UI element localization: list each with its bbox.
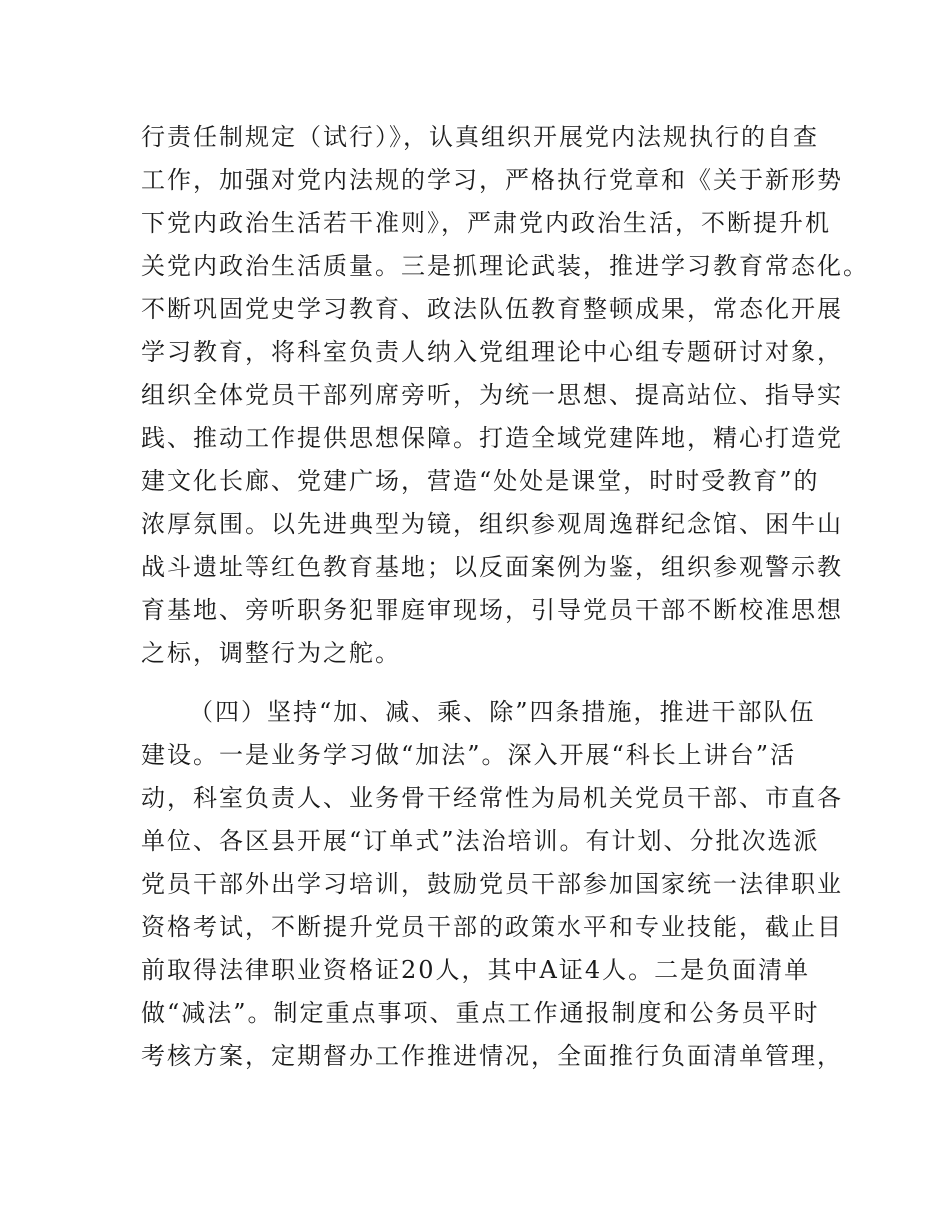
paragraph-line: 组织全体党员干部列席旁听，为统一思想、提高站位、指导实 <box>141 381 843 409</box>
paragraph-line: 单位、各区县开展“订单式”法治培训。有计划、分批次选派 <box>141 827 820 855</box>
paragraph-line: 考核方案，定期督办工作推进情况，全面推行负面清单管理， <box>141 1042 843 1070</box>
paragraph-line: 学习教育，将科室负责人纳入党组理论中心组专题研讨对象， <box>141 338 843 366</box>
paragraph-line: 建文化长廊、党建广场，营造“处处是课堂，时时受教育”的 <box>141 467 820 495</box>
paragraph-line: 下党内政治生活若干准则》，严肃党内政治生活，不断提升机 <box>141 209 831 237</box>
paragraph-line: 建设。一是业务学习做“加法”。深入开展“科长上讲台”活 <box>141 741 797 769</box>
paragraph-line: 前取得法律职业资格证20人，其中A证4人。二是负面清单 <box>141 956 811 984</box>
paragraph-line: 践、推动工作提供思想保障。打造全域党建阵地，精心打造党 <box>141 424 843 452</box>
paragraph-line: 关党内政治生活质量。三是抓理论武装，推进学习教育常态化。 <box>141 252 869 280</box>
paragraph-line: 资格考试，不断提升党员干部的政策水平和专业技能，截止目 <box>141 913 843 941</box>
paragraph-line: 工作，加强对党内法规的学习，严格执行党章和《关于新形势 <box>141 166 843 194</box>
paragraph-line: 不断巩固党史学习教育、政法队伍教育整顿成果，常态化开展 <box>141 295 843 323</box>
paragraph-line: 党员干部外出学习培训，鼓励党员干部参加国家统一法律职业 <box>141 870 843 898</box>
paragraph-line: 浓厚氛围。以先进典型为镜，组织参观周逸群纪念馆、困牛山 <box>141 510 843 538</box>
paragraph-line: 之标，调整行为之舵。 <box>141 639 401 667</box>
paragraph-line: 做“减法”。制定重点事项、重点工作通报制度和公务员平时 <box>141 999 820 1027</box>
section-heading-line: （四）坚持“加、减、乘、除”四条措施，推进干部队伍 <box>189 698 816 726</box>
paragraph-line: 育基地、旁听职务犯罪庭审现场，引导党员干部不断校准思想 <box>141 596 843 624</box>
paragraph-line: 行责任制规定（试行）》，认真组织开展党内法规执行的自查 <box>141 123 819 151</box>
paragraph-line: 动，科室负责人、业务骨干经常性为局机关党员干部、市直各 <box>141 784 843 812</box>
paragraph-line: 战斗遗址等红色教育基地；以反面案例为鉴，组织参观警示教 <box>141 553 843 581</box>
